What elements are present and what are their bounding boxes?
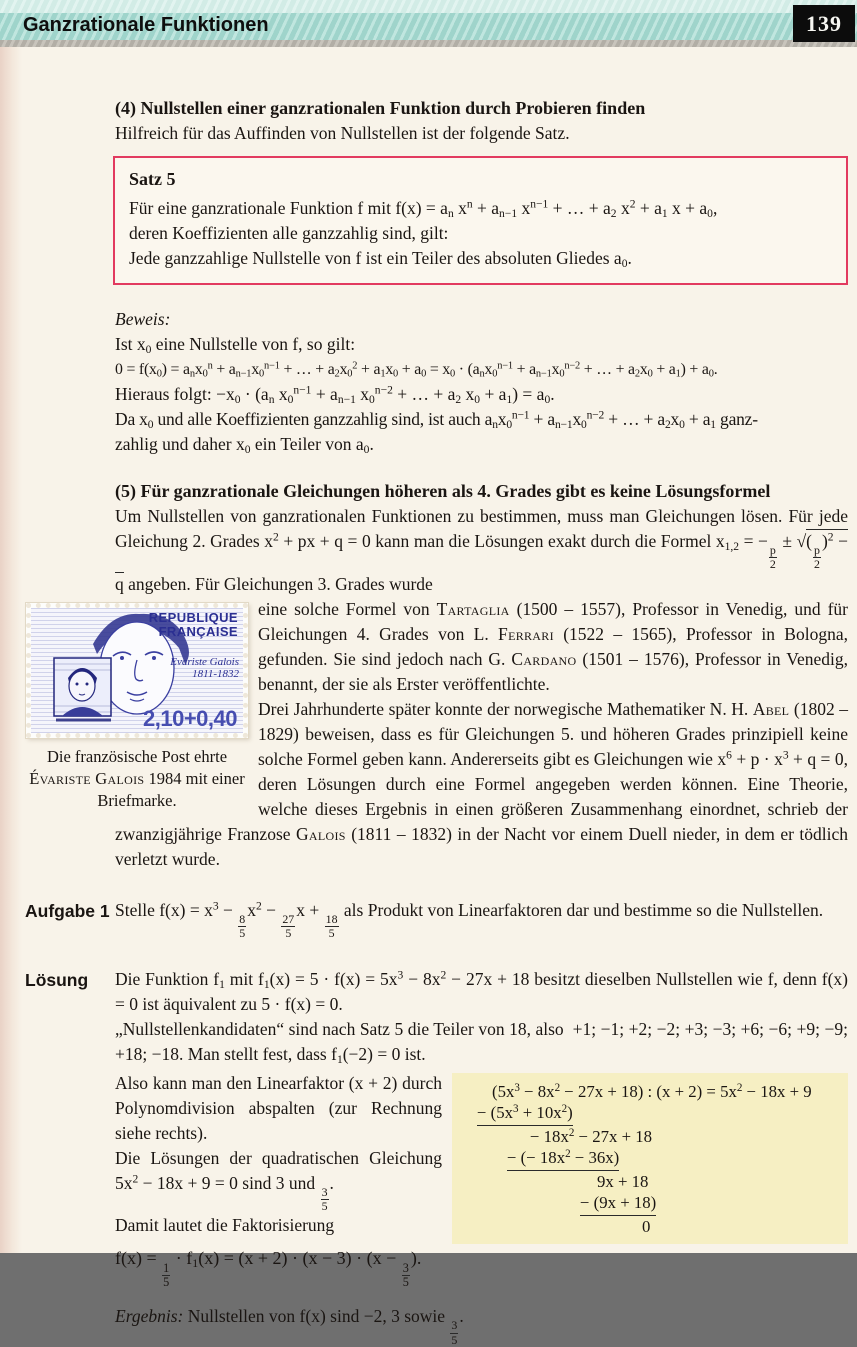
division-line-4-underlined: − (− $18x^2 - 36x$) — [507, 1147, 619, 1171]
ergebnis-line — [115, 1304, 848, 1347]
division-line-2-underlined: − $(5x^3 + 10x^2)$ — [477, 1102, 573, 1126]
loesung-row — [25, 967, 848, 1347]
beweis-line-3: Hieraus folgt: $-x_0 \cdot (a_n$ $x_0^{n-1} + a_{n-1}$ $x_0^{n-2}$ + … + $a_2$ $x_0 + a_1) = a_0$. — [115, 384, 555, 406]
page-number: 139 — [793, 5, 855, 42]
beweis-equation: $0 = f(x_0) = a_nx_0^n + a_{n-1}x_0^{n-1}$ + … + $a_2x_0^2 + a_1x_0 + a_0 = x_0 \cdot (a_nx_0^{n-1} + a_{n-1}x_0^{n-2}$ + … + $a_2x_0 + a_1) + a_0$. — [115, 360, 718, 380]
stamp-country-line-2: FRANÇAISE — [158, 623, 238, 639]
beweis-block — [115, 307, 848, 457]
galois-stamp-figure — [25, 603, 249, 812]
satz-5-line-1: Für eine ganzrationale Funktion f mit $f(x) = a_n$ $x^n + a_{n-1}$ $x^{n-1}$ + … + $a_2$ $x^2 + a_1$ $x + a_0$, — [129, 198, 718, 220]
division-line-6-underlined: − (9x + 18) — [580, 1192, 656, 1216]
division-line-3: − $18x^2 - 27x + 18$ — [530, 1126, 653, 1146]
beweis-line-1: Ist $x_0$ eine Nullstelle von f, so gilt: — [115, 334, 356, 356]
division-line-1: $(5x^3 - 8x^2 - 27x + 18)$ : $(x + 2) = 5x^2 - 18x + 9$ — [492, 1081, 812, 1101]
division-line-4 — [452, 1147, 848, 1171]
aufgabe-1-text: Stelle $f(x) = x^3$ − $\frac{8}{5}$ $x^2$ − $\frac{27}{5}$ x + $\frac{18}{5}$ als Produkt von Linearfaktoren dar und bestimme so die Nullstellen. — [115, 899, 824, 941]
loesung-paragraph-2: „Nullstellenkandidaten“ sind nach Satz 5 die Teiler von 18, also +1; −1; +2; −2; +3; −3; +6; −6; +9; −9; +18; −18. Man stellt fest, dass $f_1(-2) = 0$ ist. — [115, 1018, 848, 1066]
stamp-caption: Die französische Post ehrte Évariste Galois 1984 mit einer Briefmarke. — [29, 746, 245, 810]
galois-stamp-image — [26, 603, 248, 738]
section-5-paragraph-2: eine solche Formel von Tartaglia (1500 – 1557), Professor in Venedig, und für Gleichungen 4. Grades von L. Ferrari (1522 – 1565), Professor in Bologna, gefunden. Sie sind jedoch nach G. Cardano (1501 – 1576), Professor in Venedig, benannt, der sie als Erster veröffentlichte. — [258, 598, 849, 694]
division-box — [452, 1073, 848, 1245]
ergebnis-text: Nullstellen von f(x) sind −2, 3 sowie $\frac{3}{5}$ . — [187, 1306, 464, 1347]
chapter-title: Ganzrationale Funktionen — [23, 14, 269, 36]
stamp-denomination: 2,10+0,40 — [143, 705, 237, 731]
stamp-country-text — [149, 611, 238, 639]
division-line-2 — [452, 1102, 848, 1126]
section-5-heading: (5) Für ganzrationale Gleichungen höheren als 4. Grades gibt es keine Lösungsformel — [115, 481, 771, 501]
satz-5-title: Satz 5 — [129, 169, 176, 189]
stamp-person-name: Evariste Galois — [170, 655, 239, 668]
section-4-heading: (4) Nullstellen einer ganzrationalen Funktion durch Probieren finden — [115, 98, 646, 118]
page-content — [25, 96, 849, 1347]
loesung-left-text-1: Also kann man den Linearfaktor (x + 2) durch Polynomdivision abspalten (zur Rechnung siehe rechts). — [115, 1072, 442, 1143]
aufgabe-1-label: Aufgabe 1 — [25, 900, 110, 921]
satz-5-box — [113, 156, 848, 285]
section-5-paragraph-1: Um Nullstellen von ganzrationalen Funktionen zu bestimmen, muss man Gleichungen lösen. Für jede Gleichung 2. Grades $x^2$ + px + q = 0 kann man die Lösungen exakt durch die Formel $x_{1,2}$ = − $\frac{p}{2}$ ± √( $\frac{p}{2}$ )$^2$ − q angeben. Für Gleichungen 3. Grades wurde — [115, 506, 848, 594]
loesung-left-text-2: Die Lösungen der quadratischen Gleichung $5x^2 - 18x + 9 = 0$ sind 3 und $\frac{3}{5}$ . — [115, 1147, 442, 1214]
beweis-line-4: Da $x_0$ und alle Koeffizienten ganzzahlig sind, ist auch $a_nx_0^{n-1} + a_{n-1}x_0^{n-2}$ + … + $a_2x_0 + a_1$ ganz- — [115, 409, 758, 431]
ergebnis-label: Ergebnis: — [115, 1306, 184, 1327]
loesung-paragraph-1: Die Funktion $f_1$ mit $f_1(x) = 5 \cdot f(x) = 5x^3 - 8x^2 - 27x + 18$ besitzt dieselben Nullstellen wie f, denn f(x) = 0 ist äquivalent zu 5 · f(x) = 0. — [115, 968, 848, 1014]
division-line-5: 9x + 18 — [597, 1171, 649, 1191]
section-5 — [29, 479, 849, 872]
section-5-paragraph-3: Drei Jahrhunderte später konnte der norwegische Mathematiker N. H. Abel (1802 – 1829) beweisen, dass es für Gleichungen 5. und höheren Grades prinzipiell keine solche Formel geben kann. Andererseits gibt es Gleichungen wie $x^6 + p \cdot x^3 + q = 0$, deren Lösungen durch eine Formel angegeben werden können. Eine Theorie, welche dieses Ergebnis in einen größeren Zusammenhang einordnet, schrieb der zwanzigjährige Franzose Galois (1811 – 1832) in der Nacht vor einem Duell nieder, in dem er tödlich verletzt wurde. — [115, 698, 849, 869]
stamp-country-line-1: REPUBLIQUE — [148, 609, 238, 625]
factorization-line: f(x) = $\frac{1}{5}$ · $f_1(x) = (x + 2) \cdot (x - 3) \cdot (x$ − $\frac{3}{5}$ ). — [115, 1248, 422, 1290]
aufgabe-1-row — [25, 898, 848, 941]
division-line-7: 0 — [642, 1216, 651, 1236]
section-4-intro: Hilfreich für das Auffinden von Nullstellen ist der folgende Satz. — [115, 123, 570, 143]
division-line-6 — [452, 1192, 848, 1216]
page-header — [0, 0, 857, 47]
polynomdivision-section — [115, 1071, 848, 1239]
loesung-left-text-3: Damit lautet die Faktorisierung — [115, 1215, 335, 1236]
stamp-name-text — [170, 656, 239, 680]
loesung-label: Lösung — [25, 969, 89, 990]
satz-5-line-2: deren Koeffizienten alle ganzzahlig sind, gilt: — [129, 223, 449, 243]
header-stripe-top — [0, 0, 857, 13]
header-stripe-shadow — [0, 40, 857, 47]
beweis-label: Beweis: — [115, 309, 171, 329]
stamp-person-years: 1811-1832 — [192, 667, 239, 680]
beweis-line-5: zahlig und daher $x_0$ ein Teiler von $a_0$. — [115, 434, 374, 456]
satz-5-line-3: Jede ganzzahlige Nullstelle von f ist ein Teiler des absoluten Gliedes $a_0$. — [129, 248, 632, 270]
